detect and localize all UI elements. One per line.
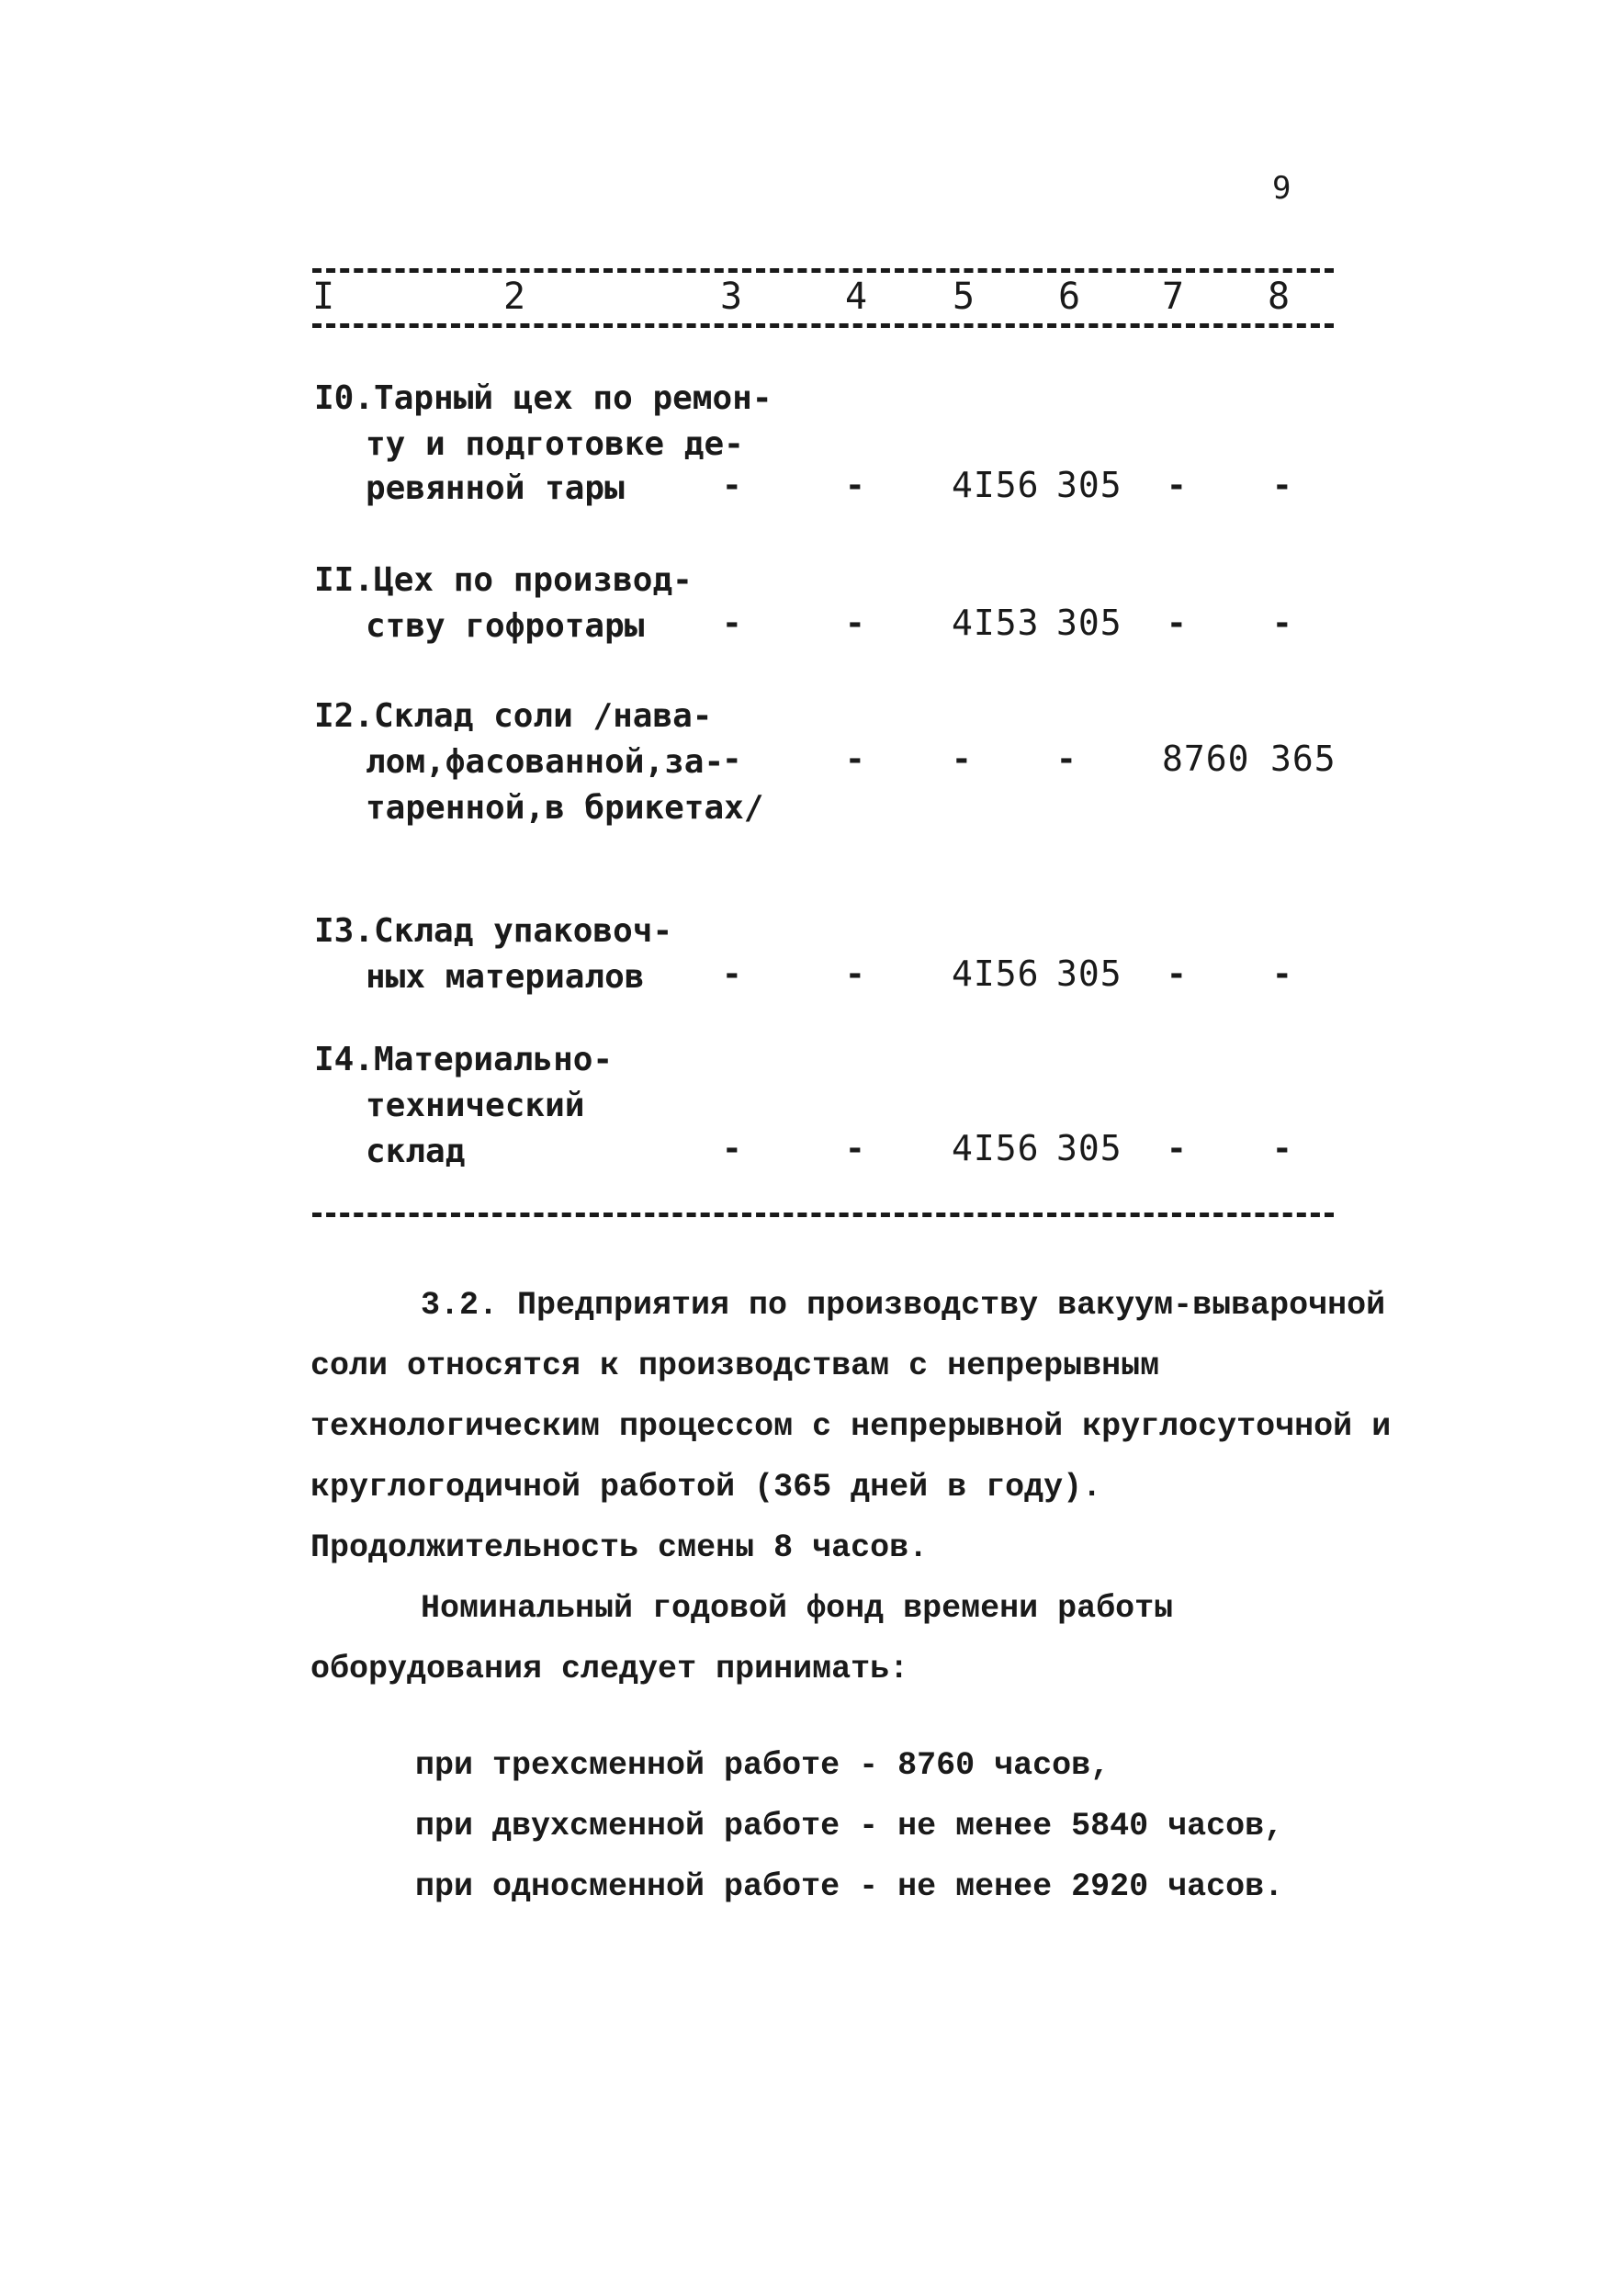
cell-col4: - xyxy=(845,740,865,778)
row-name-line: II.Цех по производ- xyxy=(314,561,693,599)
page-number: 9 xyxy=(1272,170,1291,207)
column-header-2: 2 xyxy=(503,276,526,318)
table-header-rule xyxy=(312,323,1334,328)
row-name-line: ству гофротары xyxy=(366,607,645,645)
table-top-rule xyxy=(312,268,1334,273)
row-name-line: I4.Материально- xyxy=(314,1041,614,1078)
column-header-1: I xyxy=(312,276,335,318)
cell-col6: - xyxy=(1056,740,1077,778)
column-header-6: 6 xyxy=(1058,276,1081,318)
cell-col8: - xyxy=(1272,467,1292,504)
cell-col6: 305 xyxy=(1056,465,1122,505)
row-name-line: I2.Склад соли /нава- xyxy=(314,697,713,735)
cell-col7: - xyxy=(1167,467,1187,504)
row-name-line: технический xyxy=(366,1087,585,1124)
cell-col3: - xyxy=(722,740,742,778)
column-header-3: 3 xyxy=(720,276,743,318)
cell-col3: - xyxy=(722,467,742,504)
cell-col3: - xyxy=(722,1130,742,1168)
cell-col4: - xyxy=(845,1130,865,1168)
cell-col6: 305 xyxy=(1056,953,1122,994)
cell-col5: 4I53 xyxy=(952,603,1040,643)
column-header-5: 5 xyxy=(953,276,976,318)
cell-col7: - xyxy=(1167,955,1187,993)
row-name-line: лом,фасованной,за- xyxy=(366,743,725,781)
cell-col8: - xyxy=(1272,955,1292,993)
cell-col6: 305 xyxy=(1056,603,1122,643)
row-name-line: склад xyxy=(366,1133,466,1170)
cell-col6: 305 xyxy=(1056,1128,1122,1168)
cell-col4: - xyxy=(845,467,865,504)
column-header-8: 8 xyxy=(1268,276,1291,318)
list-item: при односменной работе - не менее 2920 часов. xyxy=(415,1868,1284,1905)
cell-col4: - xyxy=(845,955,865,993)
list-item: при трехсменной работе - 8760 часов, xyxy=(415,1747,1111,1784)
list-item: при двухсменной работе - не менее 5840 часов, xyxy=(415,1808,1284,1844)
cell-col5: - xyxy=(952,740,972,778)
table-bottom-rule xyxy=(312,1213,1334,1217)
row-name-line: ту и подготовке де- xyxy=(366,425,744,463)
cell-col5: 4I56 xyxy=(952,465,1040,505)
row-name-line: ревянной тары xyxy=(366,469,625,507)
cell-col8: - xyxy=(1272,1130,1292,1168)
cell-col8: 365 xyxy=(1270,739,1336,779)
cell-col3: - xyxy=(722,604,742,642)
row-name-line: I3.Склад упаковоч- xyxy=(314,912,673,950)
cell-col4: - xyxy=(845,604,865,642)
column-header-4: 4 xyxy=(845,276,868,318)
paragraph-annual-fund: Номинальный годовой фонд времени работы оборудования следует принимать: xyxy=(310,1590,1174,1687)
paragraph-3-2: 3.2. Предприятия по производству вакуум-выварочной соли относятся к производствам с непрерывным технологическим процессом с непрерывной круглосуточной и круглогодичной работой (365 дней в году). Продолжительность смены 8 часов. xyxy=(310,1287,1392,1566)
cell-col7: - xyxy=(1167,604,1187,642)
row-name-line: ных материалов xyxy=(366,958,645,996)
cell-col7: - xyxy=(1167,1130,1187,1168)
cell-col7: 8760 xyxy=(1162,739,1250,779)
cell-col5: 4I56 xyxy=(952,1128,1040,1168)
cell-col8: - xyxy=(1272,604,1292,642)
cell-col5: 4I56 xyxy=(952,953,1040,994)
cell-col3: - xyxy=(722,955,742,993)
column-header-7: 7 xyxy=(1162,276,1185,318)
row-name-line: таренной,в брикетах/ xyxy=(366,789,764,827)
row-name-line: I0.Тарный цех по ремон- xyxy=(314,379,773,417)
